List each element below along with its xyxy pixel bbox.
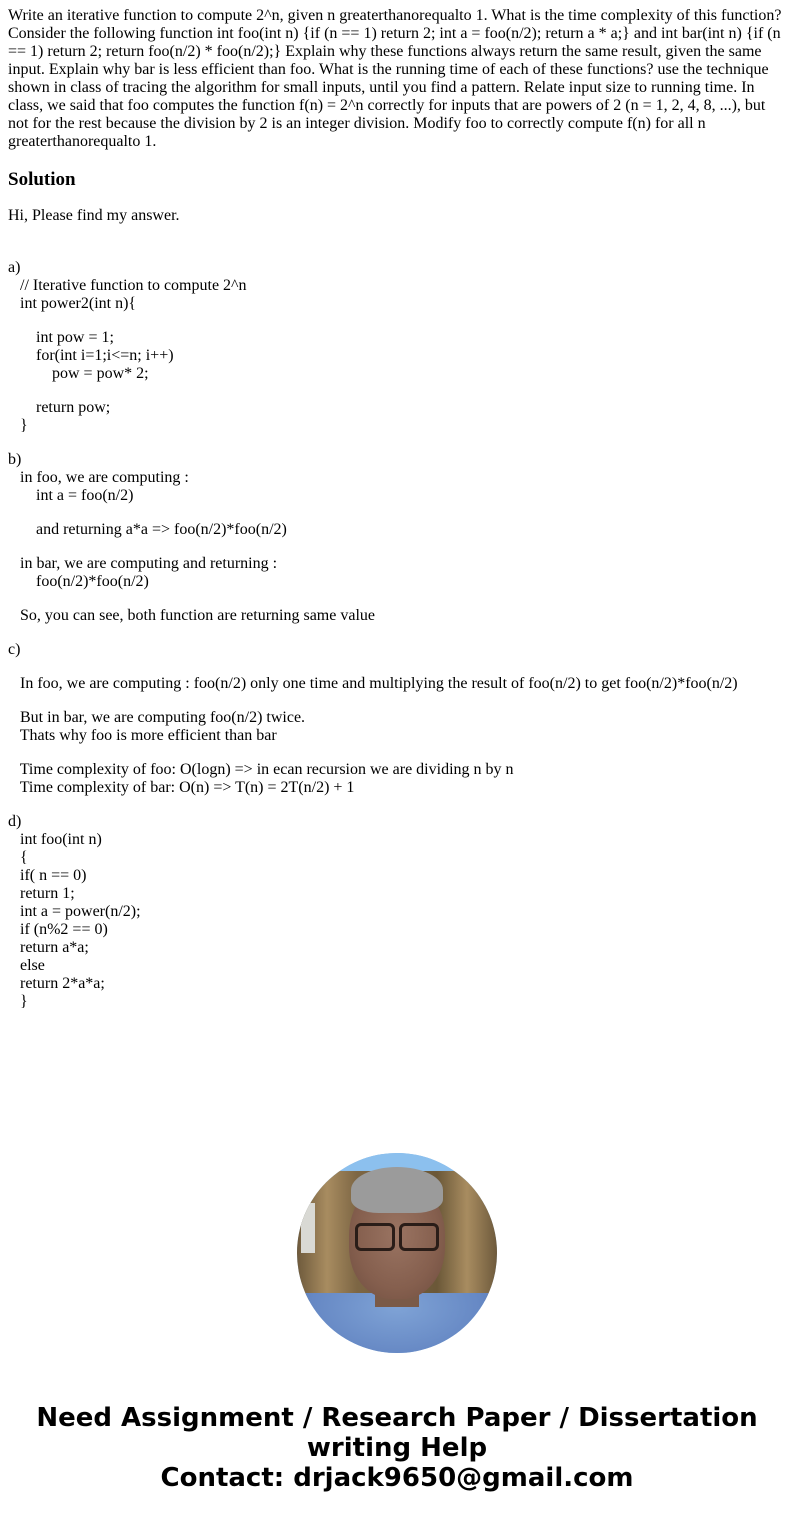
answer-line: foo(n/2)*foo(n/2) bbox=[8, 573, 149, 590]
answer-line: and returning a*a => foo(n/2)*foo(n/2) bbox=[8, 521, 287, 538]
document-body bbox=[8, 7, 786, 1011]
question-text: Write an iterative function to compute 2^n, given n greaterthanorequalto 1. What is the time complexity of this function? Consider the following function int foo(int n) {if (n == 1) return 2; int a = foo(n/2); return a * a;} and int bar(int n) {if (n == 1) return 2; return foo(n/2) * foo(n/2);} Explain why these functions always return the same result, given the same input. Explain why bar is less efficient than foo. What is the running time of each of these functions? use the technique shown in class of tracing the algorithm for small inputs, until you find a pattern. Relate input size to running time. In class, we said that foo computes the function f(n) = 2^n correctly for inputs that are powers of 2 (n = 1, 2, 4, 8, ...), but not for the rest because the division by 2 is an integer division. Modify foo to correctly compute f(n) for all n greaterthanorequalto 1. bbox=[8, 7, 782, 150]
answer-line: b) bbox=[8, 451, 22, 468]
blank-line bbox=[8, 693, 786, 709]
answer-line: int foo(int n) bbox=[8, 831, 102, 848]
answer-line: { bbox=[8, 849, 28, 866]
solution-intro: Hi, Please find my answer. bbox=[8, 207, 180, 224]
blank-line bbox=[8, 313, 786, 329]
answer-line: if( n == 0) bbox=[8, 867, 87, 884]
answer-line: pow = pow* 2; bbox=[8, 365, 149, 382]
answer-line: // Iterative function to compute 2^n bbox=[8, 277, 247, 294]
solution-heading: Solution bbox=[8, 169, 76, 190]
banner-contact-email[interactable]: Contact: drjack9650@gmail.com bbox=[160, 1463, 634, 1493]
solution-answer bbox=[8, 259, 786, 1011]
contact-banner bbox=[0, 1403, 794, 1493]
blank-line bbox=[8, 591, 786, 607]
banner-line-2: writing Help bbox=[306, 1433, 488, 1463]
answer-line: c) bbox=[8, 641, 21, 658]
blank-line bbox=[8, 797, 786, 813]
answer-line: d) bbox=[8, 813, 22, 830]
blank-line bbox=[8, 745, 786, 761]
photo-wall-switch bbox=[301, 1203, 315, 1253]
banner-line-1: Need Assignment / Research Paper / Dissertation bbox=[36, 1403, 758, 1433]
answer-line: Time complexity of bar: O(n) => T(n) = 2T(n/2) + 1 bbox=[8, 779, 355, 796]
answer-line: return 2*a*a; bbox=[8, 975, 105, 992]
answer-line: int a = power(n/2); bbox=[8, 903, 141, 920]
answer-line: in bar, we are computing and returning : bbox=[8, 555, 278, 572]
answer-line: in foo, we are computing : bbox=[8, 469, 189, 486]
answer-line: Thats why foo is more efficient than bar bbox=[8, 727, 277, 744]
answer-line: int a = foo(n/2) bbox=[8, 487, 134, 504]
answer-line: for(int i=1;i<=n; i++) bbox=[8, 347, 174, 364]
answer-line: return 1; bbox=[8, 885, 75, 902]
answer-line: if (n%2 == 0) bbox=[8, 921, 108, 938]
answer-line: int pow = 1; bbox=[8, 329, 114, 346]
blank-line bbox=[8, 505, 786, 521]
blank-line bbox=[8, 625, 786, 641]
answer-line: Time complexity of foo: O(logn) => in ecan recursion we are dividing n by n bbox=[8, 761, 514, 778]
blank-line bbox=[8, 539, 786, 555]
author-photo bbox=[297, 1153, 497, 1353]
answer-line: else bbox=[8, 957, 45, 974]
answer-line: In foo, we are computing : foo(n/2) only one time and multiplying the result of foo(n/2) to get foo(n/2)*foo(n/2) bbox=[8, 675, 738, 692]
answer-line: a) bbox=[8, 259, 21, 276]
answer-line: int power2(int n){ bbox=[8, 295, 137, 312]
blank-line bbox=[8, 659, 786, 675]
answer-line: } bbox=[8, 417, 28, 434]
blank-line bbox=[8, 435, 786, 451]
answer-line: return pow; bbox=[8, 399, 111, 416]
blank-line bbox=[8, 383, 786, 399]
photo-hair bbox=[351, 1167, 443, 1213]
answer-line: But in bar, we are computing foo(n/2) twice. bbox=[8, 709, 306, 726]
answer-line: So, you can see, both function are returning same value bbox=[8, 607, 375, 624]
answer-line: } bbox=[8, 993, 28, 1010]
answer-line: return a*a; bbox=[8, 939, 89, 956]
glasses-icon bbox=[355, 1223, 439, 1247]
